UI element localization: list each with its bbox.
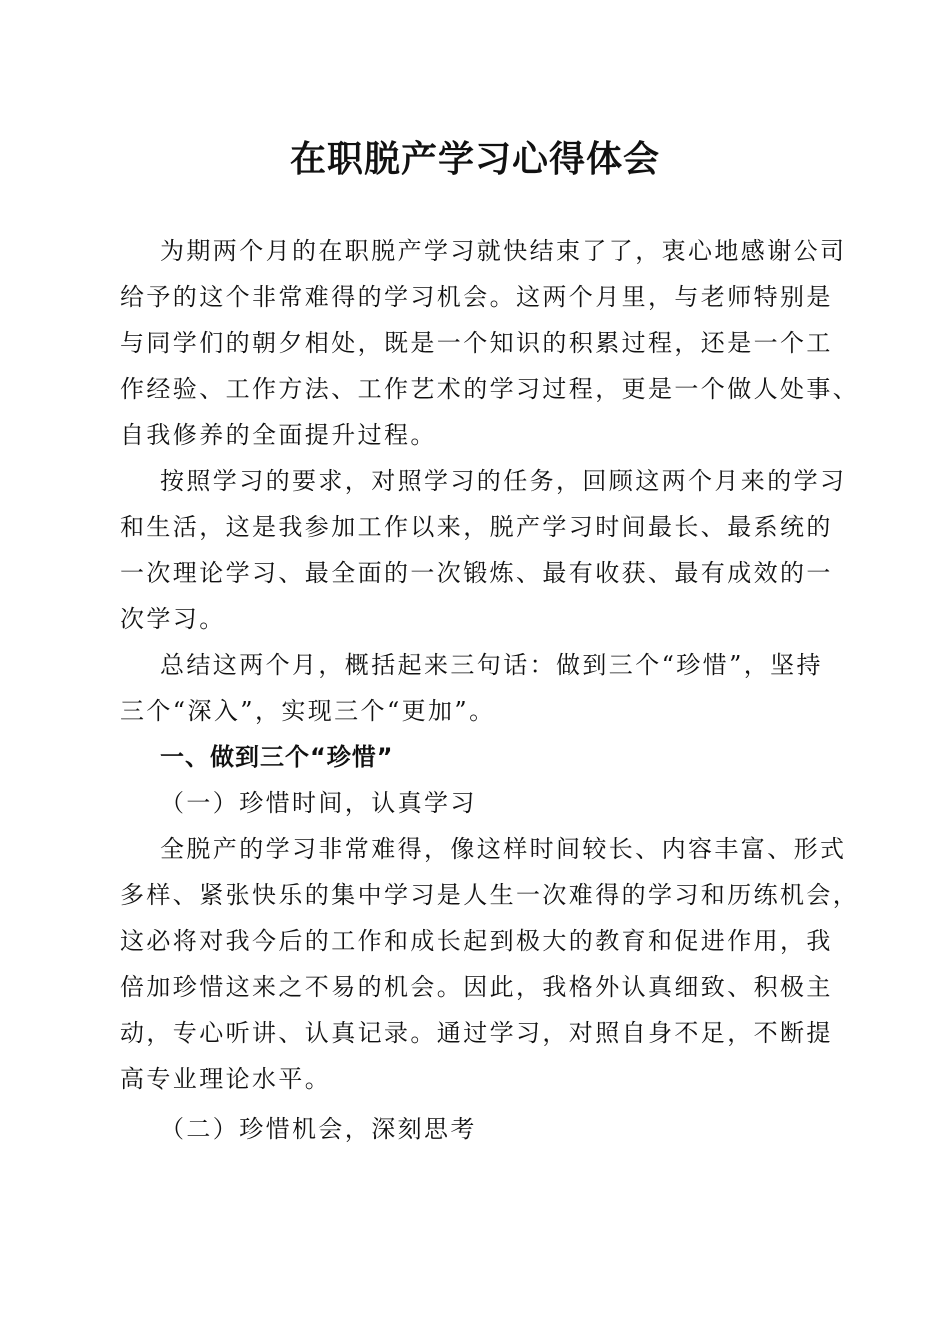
text-line: 动，专心听讲、认真记录。通过学习，对照自身不足，不断提 xyxy=(120,1019,833,1047)
text-line: 多样、紧张快乐的集中学习是人生一次难得的学习和历练机会， xyxy=(120,881,860,909)
text-line: 高专业理论水平。 xyxy=(120,1065,332,1093)
text-line: 这必将对我今后的工作和成长起到极大的教育和促进作用，我 xyxy=(120,927,833,955)
page-title: 在职脱产学习心得体会 xyxy=(289,138,660,180)
heading-text: （二）珍惜机会，深刻思考 xyxy=(160,1115,477,1143)
document-body xyxy=(120,228,860,1152)
text-line: 一次理论学习、最全面的一次锻炼、最有收获、最有成效的一 xyxy=(120,559,833,587)
text-line: 与同学们的朝夕相处，既是一个知识的积累过程，还是一个工 xyxy=(120,329,833,357)
text-line: 按照学习的要求，对照学习的任务，回顾这两个月来的学习 xyxy=(160,467,847,495)
paragraph-review xyxy=(120,458,847,642)
heading-text: （一）珍惜时间，认真学习 xyxy=(160,789,477,817)
text-line: 和生活，这是我参加工作以来，脱产学习时间最长、最系统的 xyxy=(120,513,833,541)
subsection-heading-2 xyxy=(120,1106,840,1152)
text-line: 全脱产的学习非常难得，像这样时间较长、内容丰富、形式 xyxy=(160,835,847,863)
text-line: 为期两个月的在职脱产学习就快结束了了，衷心地感谢公司 xyxy=(160,237,847,265)
heading-text: 一、做到三个“珍惜” xyxy=(160,743,394,771)
text-line: 自我修养的全面提升过程。 xyxy=(120,421,437,449)
text-line: 作经验、工作方法、工作艺术的学习过程，更是一个做人处事、 xyxy=(120,375,860,403)
paragraph-summary xyxy=(120,642,840,734)
text-line: 次学习。 xyxy=(120,605,226,633)
subsection-heading-1 xyxy=(120,780,840,826)
paragraph-cherish-time xyxy=(120,826,860,1102)
text-line: 总结这两个月，概括起来三句话：做到三个“珍惜”，坚持 xyxy=(160,651,823,679)
text-line: 倍加珍惜这来之不易的机会。因此，我格外认真细致、积极主 xyxy=(120,973,833,1001)
text-line: 三个“深入”，实现三个“更加”。 xyxy=(120,697,496,725)
section-heading-1 xyxy=(120,734,840,780)
text-line: 给予的这个非常难得的学习机会。这两个月里，与老师特别是 xyxy=(120,283,833,311)
paragraph-intro xyxy=(120,228,860,458)
